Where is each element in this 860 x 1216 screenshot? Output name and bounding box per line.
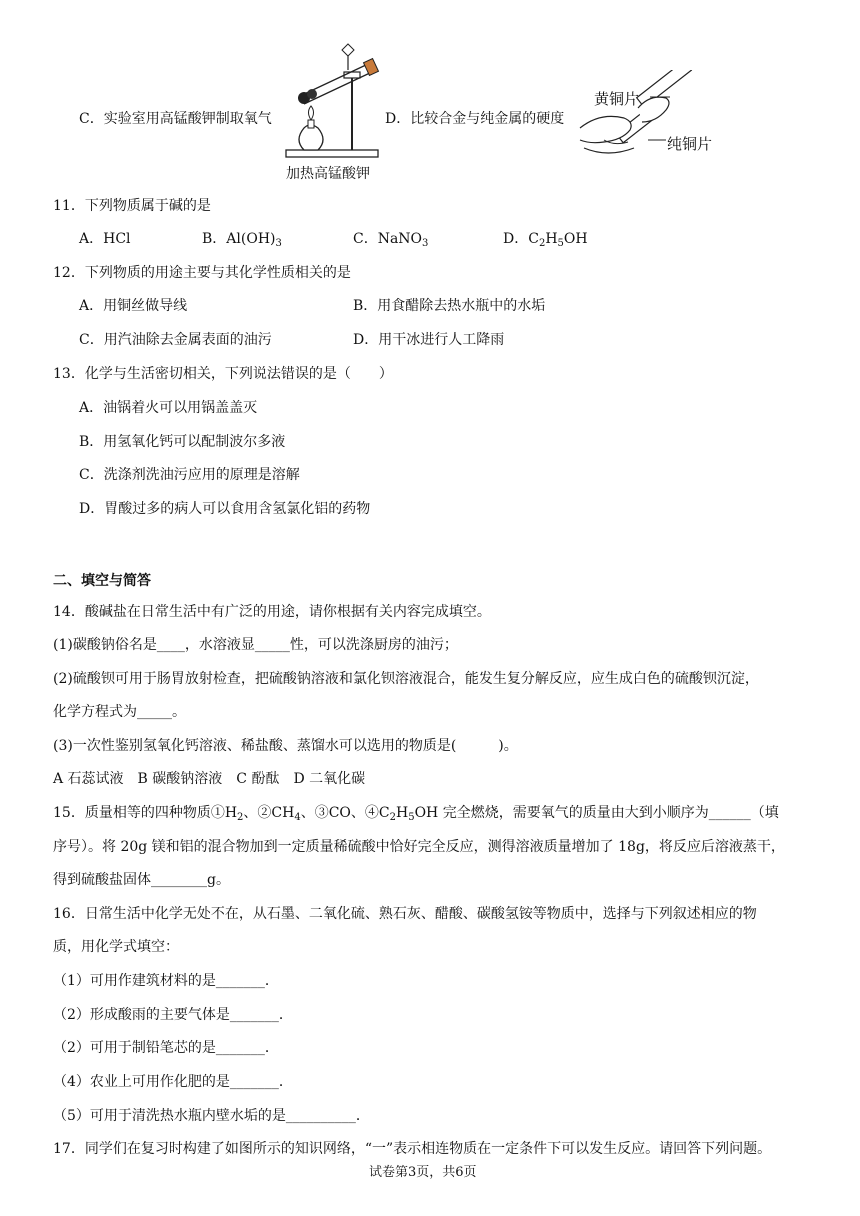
q16-line2: 质，用化学式填空：	[53, 939, 179, 955]
brass-sheet-label: 黄铜片	[594, 90, 640, 108]
q14-part2-line1: (2)硫酸钡可用于肠胃放射检查，把硫酸钠溶液和氯化钡溶液混合，能发生复分解反应，应生成白色的硫酸钡沉淀，	[53, 671, 759, 687]
q16-line1: 16．日常生活中化学无处不在，从石墨、二氧化硫、熟石灰、醋酸、碳酸氢铵等物质中，选择与下列叙述相应的物	[53, 906, 757, 922]
q11-option-a: A．HCl	[79, 231, 131, 247]
q15-line1: 15．质量相等的四种物质$①H_2$、$②CH_4$、③CO、$④C_2H_5OH$ 完全燃烧，需要氧气的质量由大到小顺序为______（填	[53, 805, 779, 823]
section-heading: 二、填空与简答	[53, 573, 151, 589]
q12-option-c: C．用汽油除去金属表面的油污	[79, 332, 272, 348]
q13-option-c: C．洗涤剂洗油污应用的原理是溶解	[79, 467, 300, 483]
q13-option-b: B．用氢氧化钙可以配制波尔多液	[79, 434, 286, 450]
q16-item2: （2）形成酸雨的主要气体是_______．	[53, 1007, 293, 1023]
q10-option-c: C．实验室用高锰酸钾制取氧气	[79, 111, 272, 127]
q14-part3: (3)一次性鉴别氢氧化钙溶液、稀盐酸、蒸馏水可以选用的物质是( )。	[53, 738, 518, 754]
q12-stem: 12．下列物质的用途主要与其化学性质相关的是	[53, 265, 351, 281]
potassium-permanganate-heating-apparatus-figure	[282, 36, 384, 160]
q12-option-d: D．用干冰进行人工降雨	[353, 332, 505, 348]
q17-line1: 17．同学们在复习时构建了如图所示的知识网络，“一”表示相连物质在一定条件下可以发生反应。请回答下列问题。	[53, 1141, 772, 1157]
q11-option-d: D．$C_2H_5OH$	[503, 231, 588, 249]
q13-stem: 13．化学与生活密切相关，下列说法错误的是（ ）	[53, 366, 393, 382]
page-footer: 试卷第3页，共6页	[369, 1165, 477, 1180]
q12-option-b: B．用食醋除去热水瓶中的水垢	[353, 298, 546, 314]
q11-option-c: C．NaNO$_3$	[353, 231, 429, 249]
q14-part2-line2: 化学方程式为_____。	[53, 704, 186, 720]
q11-stem: 11．下列物质属于碱的是	[53, 198, 211, 214]
pure-copper-sheet-label: 纯铜片	[667, 135, 713, 153]
q16-item1: （1）可用作建筑材料的是_______．	[53, 973, 279, 989]
q14-options: A 石蕊试液 B 碳酸钠溶液 C 酚酞 D 二氧化碳	[53, 771, 366, 787]
q15-line2: 序号）。将 20g 镁和铝的混合物加到一定质量稀硫酸中恰好完全反应，测得溶液质量增加了 18g，将反应后溶液蒸干，	[53, 839, 785, 855]
q14-stem: 14．酸碱盐在日常生活中有广泛的用途，请你根据有关内容完成填空。	[53, 604, 491, 620]
q16-item4: （4）农业上可用作化肥的是_______．	[53, 1074, 293, 1090]
q10-c-caption: 加热高锰酸钾	[286, 166, 370, 182]
q16-item3: （2）可用于制铅笔芯的是_______．	[53, 1040, 279, 1056]
q15-line3: 得到硫酸盐固体________g。	[53, 872, 230, 888]
q13-option-d: D．胃酸过多的病人可以食用含氢氯化铝的药物	[79, 501, 371, 517]
q10-option-d: D．比较合金与纯金属的硬度	[385, 111, 565, 127]
q13-option-a: A．油锅着火可以用锅盖盖灭	[79, 400, 258, 416]
q12-option-a: A．用铜丝做导线	[79, 298, 188, 314]
q14-part1: (1)碳酸钠俗名是____，水溶液显_____性，可以洗涤厨房的油污；	[53, 637, 458, 653]
q16-item5: （5）可用于清洗热水瓶内壁水垢的是__________．	[53, 1108, 370, 1124]
q11-option-b: B．$Al(OH)_3$	[202, 231, 282, 249]
